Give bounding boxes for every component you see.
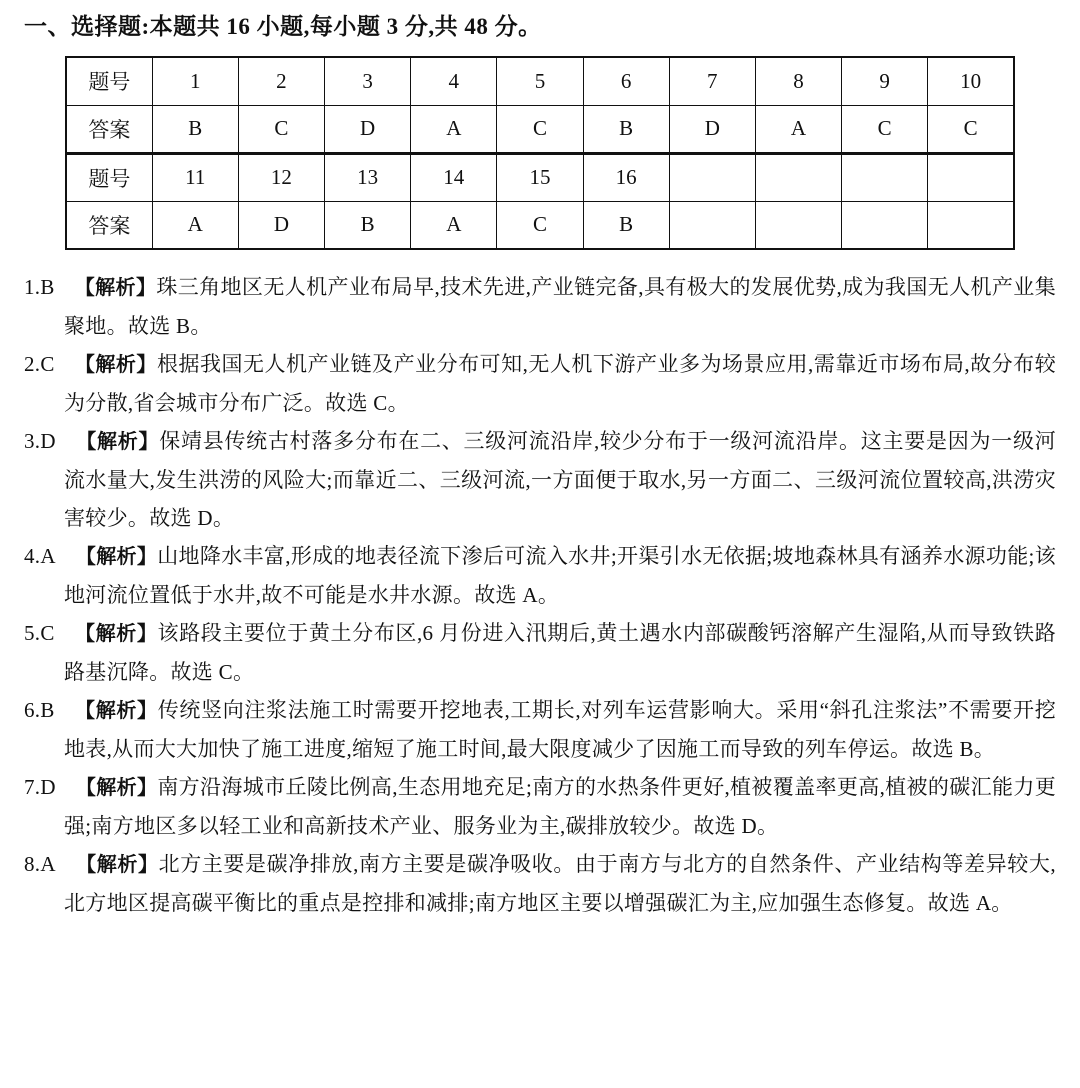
- table-cell: C: [497, 105, 583, 153]
- explanation-number: 2.C: [24, 352, 55, 376]
- table-cell: A: [411, 201, 497, 249]
- table-row: [66, 105, 1014, 153]
- explanation-number: 6.B: [24, 698, 55, 722]
- table-cell: [928, 153, 1014, 201]
- explanation-text: 根据我国无人机产业链及产业分布可知,无人机下游产业多为场景应用,需靠近市场布局,故分布较为分散,省会城市分布广泛。故选 C。: [64, 352, 1056, 415]
- table-header-cell: 题号: [66, 57, 152, 105]
- explanation-text: 该路段主要位于黄土分布区,6 月份进入汛期后,黄土遇水内部碳酸钙溶解产生湿陷,从而导致铁路路基沉降。故选 C。: [64, 621, 1056, 684]
- explanation-item: [24, 422, 1056, 537]
- table-cell: 9: [842, 57, 928, 105]
- analysis-tag: 【解析】: [75, 431, 160, 453]
- table-cell: 3: [325, 57, 411, 105]
- analysis-tag: 【解析】: [75, 854, 159, 876]
- analysis-tag: 【解析】: [74, 700, 158, 722]
- table-cell: C: [928, 105, 1014, 153]
- table-cell: 11: [152, 153, 238, 201]
- table-cell: 6: [583, 57, 669, 105]
- table-cell: [842, 201, 928, 249]
- table-cell: B: [583, 105, 669, 153]
- table-cell: 2: [238, 57, 324, 105]
- table-cell: 12: [238, 153, 324, 201]
- table-row: [66, 201, 1014, 249]
- table-cell: D: [669, 105, 755, 153]
- table-header-cell: 答案: [66, 105, 152, 153]
- table-cell: 14: [411, 153, 497, 201]
- table-cell: 8: [755, 57, 841, 105]
- explanation-item: [24, 845, 1056, 922]
- table-cell: D: [325, 105, 411, 153]
- explanation-text: 南方沿海城市丘陵比例高,生态用地充足;南方的水热条件更好,植被覆盖率更高,植被的碳汇能力更强;南方地区多以轻工业和高新技术产业、服务业为主,碳排放较少。故选 D。: [64, 775, 1056, 838]
- table-cell: [669, 153, 755, 201]
- explanation-item: [24, 768, 1056, 845]
- explanation-item: [24, 268, 1056, 345]
- table-cell: C: [497, 201, 583, 249]
- table-cell: C: [238, 105, 324, 153]
- explanation-text: 珠三角地区无人机产业布局早,技术先进,产业链完备,具有极大的发展优势,成为我国无人机产业集聚地。故选 B。: [64, 275, 1056, 338]
- table-cell: 7: [669, 57, 755, 105]
- table-cell: C: [842, 105, 928, 153]
- explanation-number: 4.A: [24, 544, 56, 568]
- explanation-number: 3.D: [24, 429, 56, 453]
- explanation-number: 5.C: [24, 621, 55, 645]
- table-cell: A: [411, 105, 497, 153]
- table-header-cell: 题号: [66, 153, 152, 201]
- table-cell: B: [583, 201, 669, 249]
- table-cell: [755, 201, 841, 249]
- explanation-text: 传统竖向注浆法施工时需要开挖地表,工期长,对列车运营影响大。采用“斜孔注浆法”不需要开挖地表,从而大大加快了施工进度,缩短了施工时间,最大限度减少了因施工而导致的列车停运。故选 B。: [64, 698, 1057, 761]
- table-cell: 1: [152, 57, 238, 105]
- table-cell: [669, 201, 755, 249]
- explanations-list: [24, 268, 1056, 922]
- analysis-tag: 【解析】: [75, 546, 158, 568]
- table-cell: A: [755, 105, 841, 153]
- answer-table: [65, 56, 1015, 250]
- table-cell: 16: [583, 153, 669, 201]
- explanation-text: 北方主要是碳净排放,南方主要是碳净吸收。由于南方与北方的自然条件、产业结构等差异较大,北方地区提高碳平衡比的重点是控排和减排;南方地区主要以增强碳汇为主,应加强生态修复。故选 A。: [64, 852, 1056, 915]
- table-cell: 10: [928, 57, 1014, 105]
- explanation-item: [24, 614, 1056, 691]
- table-cell: B: [325, 201, 411, 249]
- explanation-number: 8.A: [24, 852, 56, 876]
- table-row: [66, 57, 1014, 105]
- analysis-tag: 【解析】: [74, 354, 157, 376]
- table-header-cell: 答案: [66, 201, 152, 249]
- table-cell: 15: [497, 153, 583, 201]
- table-cell: B: [152, 105, 238, 153]
- table-row: [66, 153, 1014, 201]
- explanation-text: 保靖县传统古村落多分布在二、三级河流沿岸,较少分布于一级河流沿岸。这主要是因为一级河流水量大,发生洪涝的风险大;而靠近二、三级河流,一方面便于取水,另一方面二、三级河流位置较高,洪涝灾害较少。故选 D。: [64, 429, 1056, 530]
- table-cell: [755, 153, 841, 201]
- section-title: 一、选择题:本题共 16 小题,每小题 3 分,共 48 分。: [24, 14, 542, 39]
- table-cell: 13: [325, 153, 411, 201]
- explanation-number: 7.D: [24, 775, 56, 799]
- explanation-item: [24, 345, 1056, 422]
- explanation-item: [24, 691, 1056, 768]
- table-cell: 5: [497, 57, 583, 105]
- explanation-number: 1.B: [24, 275, 55, 299]
- analysis-tag: 【解析】: [74, 623, 158, 645]
- explanation-item: [24, 537, 1056, 614]
- explanation-text: 山地降水丰富,形成的地表径流下渗后可流入水井;开渠引水无依据;坡地森林具有涵养水源功能;该地河流位置低于水井,故不可能是水井水源。故选 A。: [64, 544, 1057, 607]
- table-cell: 4: [411, 57, 497, 105]
- table-cell: [842, 153, 928, 201]
- table-cell: D: [238, 201, 324, 249]
- analysis-tag: 【解析】: [74, 277, 157, 299]
- table-cell: A: [152, 201, 238, 249]
- analysis-tag: 【解析】: [75, 777, 158, 799]
- table-cell: [928, 201, 1014, 249]
